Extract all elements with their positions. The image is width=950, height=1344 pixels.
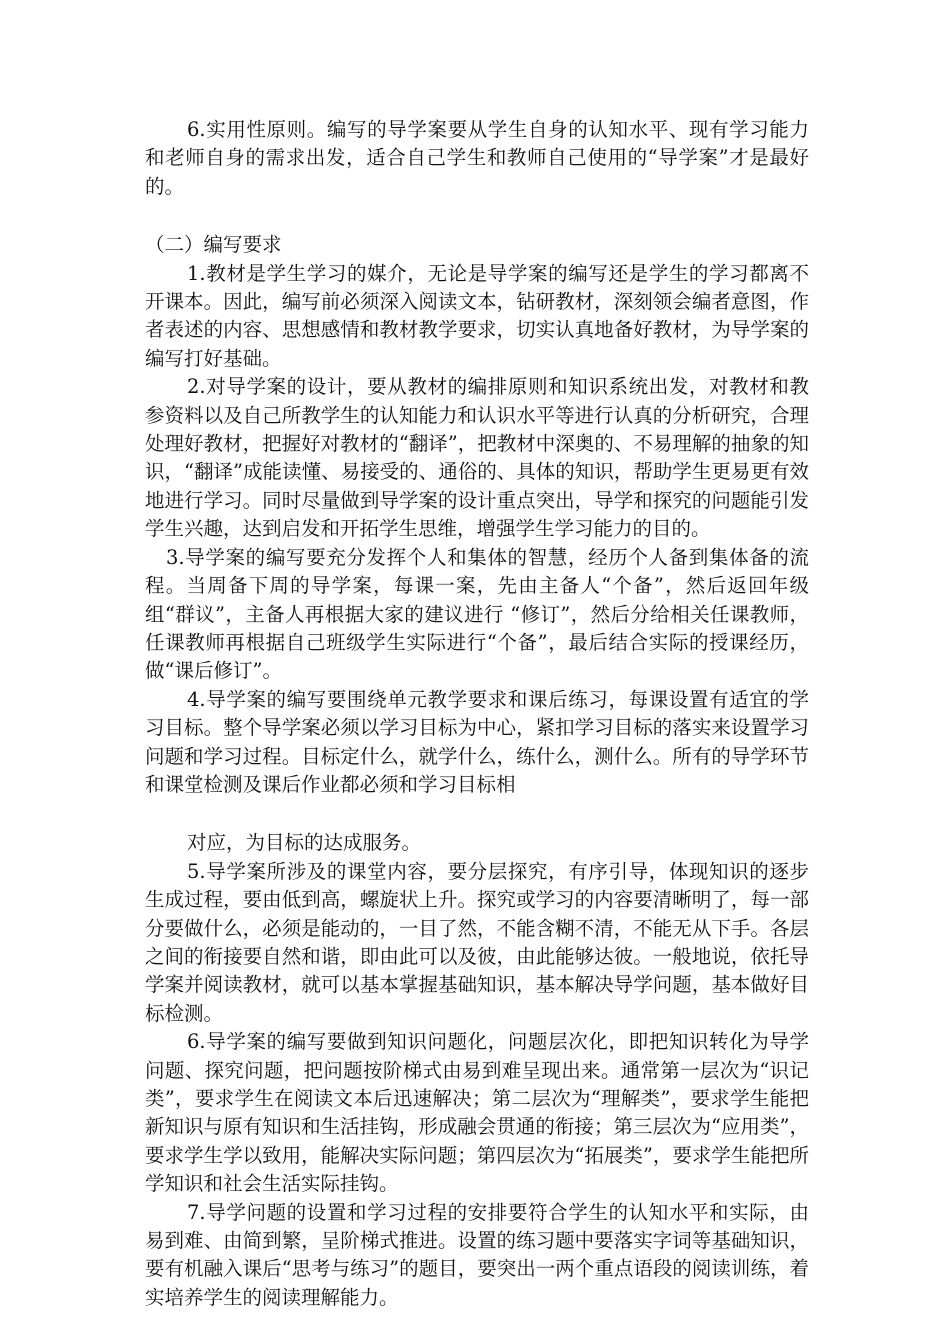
paragraph-requirement-6: 6.导学案的编写要做到知识问题化，问题层次化，即把知识转化为导学问题、探究问题，把问题按阶梯式由易到难呈现出来。通常第一层次为“识记类”，要求学生在阅读文本后迅速解决；第二层次为“理解类”，要求学生能把新知识与原有知识和生活挂钩，形成融会贯通的衔接；第三层次为“应用类”，要求学生学以致用，能解决实际问题；第四层次为“拓展类”，要求学生能把所学知识和社会生活实际挂钩。 — [145, 1030, 809, 1196]
paragraph-practicality-principle: 6.实用性原则。编写的导学案要从学生自身的认知水平、现有学习能力和老师自身的需求出发，适合自己学生和教师自己使用的“导学案”才是最好的。 — [145, 118, 809, 198]
paragraph-requirement-3: 3.导学案的编写要充分发挥个人和集体的智慧，经历个人备到集体备的流程。当周备下周的导学案，每课一案，先由主备人“个备”，然后返回年级组“群议”，主备人再根据大家的建议进行 “修订”，然后分给相关任课教师，任课教师再根据自己班级学生实际进行“个备”，最后结合实际的授课经历，做“课后修订”。 — [145, 545, 809, 683]
paragraph-requirement-4: 4.导学案的编写要围绕单元教学要求和课后练习，每课设置有适宜的学习目标。整个导学案必须以学习目标为中心，紧扣学习目标的落实来设置学习问题和学习过程。目标定什么，就学什么，练什么，测什么。所有的导学环节和课堂检测及课后作业都必须和学习目标相 — [145, 687, 809, 796]
paragraph-requirement-7: 7.导学问题的设置和学习过程的安排要符合学生的认知水平和实际，由易到难、由简到繁，呈阶梯式推进。设置的练习题中要落实字词等基础知识，要有机融入课后“思考与练习”的题目，要突出一两个重点语段的阅读训练，着实培养学生的阅读理解能力。 — [145, 1200, 809, 1309]
section-heading-writing-requirements: （二）编写要求 — [145, 233, 282, 257]
paragraph-requirement-4-continued: 对应，为目标的达成服务。 — [187, 831, 422, 855]
paragraph-requirement-5: 5.导学案所涉及的课堂内容，要分层探究，有序引导，体现知识的逐步生成过程，要由低到高，螺旋状上升。探究或学习的内容要清晰明了，每一部分要做什么，必须是能动的，一目了然，不能含糊不清，不能无从下手。各层之间的衔接要自然和谐，即由此可以及彼，由此能够达彼。一般地说，依托导学案并阅读教材，就可以基本掌握基础知识，基本解决导学问题，基本做好目标检测。 — [145, 859, 809, 1025]
document-page — [145, 116, 809, 1312]
paragraph-requirement-2: 2.对导学案的设计，要从教材的编排原则和知识系统出发，对教材和教参资料以及自己所教学生的认知能力和认识水平等进行认真的分析研究，合理处理好教材，把握好对教材的“翻译”，把教材中深奥的、不易理解的抽象的知识，“翻译”成能读懂、易接受的、通俗的、具体的知识，帮助学生更易更有效地进行学习。同时尽量做到导学案的设计重点突出，导学和探究的问题能引发学生兴趣，达到启发和开拓学生思维，增强学生学习能力的目的。 — [145, 375, 809, 541]
paragraph-requirement-1: 1.教材是学生学习的媒介，无论是导学案的编写还是学生的学习都离不开课本。因此，编写前必须深入阅读文本，钻研教材，深刻领会编者意图，作者表述的内容、思想感情和教材教学要求，切实认真地备好教材，为导学案的编写打好基础。 — [145, 261, 809, 370]
